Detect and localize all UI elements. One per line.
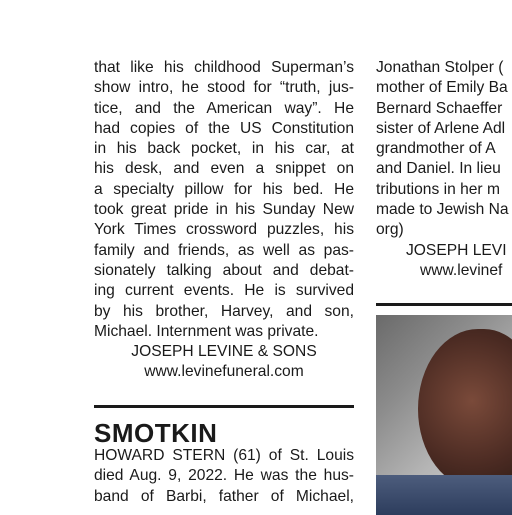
obituary-portrait-photo (376, 315, 512, 515)
funeral-home-website: www.levinef (420, 261, 503, 279)
obituary-text-line: HOWARD STERN (61) of St. Louis (94, 447, 354, 464)
obituary-text-line: by his brother, Harvey, and son, (94, 302, 354, 320)
obituary-text-line: ing current events. He is survived (94, 282, 354, 300)
obituary-text-line: Michael. Internment was private. (94, 322, 319, 340)
obituary-body-smotkin (94, 446, 354, 507)
obituary-text-line: band of Barbi, father of Michael, (94, 487, 354, 505)
obituary-text-line: Bernard Schaeffer (376, 99, 503, 117)
obituary-text-line: grandmother of A (376, 140, 496, 158)
obituary-text-line: a specialty pillow for his bed. He (94, 180, 354, 198)
obituary-text-line: that like his childhood Superman’s (94, 59, 354, 76)
obituary-surname-heading: SMOTKIN (94, 418, 218, 448)
funeral-home-name: JOSEPH LEVI (406, 241, 507, 259)
section-divider (376, 303, 512, 306)
portrait-face (418, 329, 512, 489)
section-divider (94, 405, 354, 408)
obituary-column-left (94, 58, 354, 383)
obituary-text-line: York Times crossword puzzles, his (94, 221, 354, 239)
funeral-home-website: www.levinefuneral.com (144, 363, 304, 381)
obituary-text-line: and Daniel. In lieu (376, 160, 501, 178)
obituary-column-right (376, 58, 512, 281)
obituary-text-line: died Aug. 9, 2022. He was the hus- (94, 467, 354, 485)
obituary-text-line: sionately talking about and debat- (94, 261, 354, 279)
obituary-text-line: had copies of the US Constitution (94, 119, 354, 137)
obituary-text-line: family and friends, as well as pas- (94, 241, 354, 259)
obituary-text-line: sister of Arlene Adl (376, 119, 506, 137)
obituary-text-line: Jonathan Stolper ( (376, 59, 504, 76)
obituary-text-line: his desk, and even a snippet on (94, 160, 354, 178)
obituary-text-line: in his back pocket, in his car, at (94, 140, 354, 158)
obituary-text-line: took great pride in his Sunday New (94, 201, 354, 219)
obituary-text-line: mother of Emily Ba (376, 79, 508, 97)
obituary-text-line: tice, and the American way”. He (94, 99, 354, 117)
obituary-text-line: show intro, he stood for “truth, jus- (94, 79, 354, 97)
obituary-text-line: made to Jewish Na (376, 201, 509, 219)
portrait-shirt (376, 475, 512, 515)
obituary-text-line: org) (376, 221, 404, 239)
obituary-text-line: tributions in her m (376, 180, 500, 198)
funeral-home-name: JOSEPH LEVINE & SONS (131, 343, 317, 361)
